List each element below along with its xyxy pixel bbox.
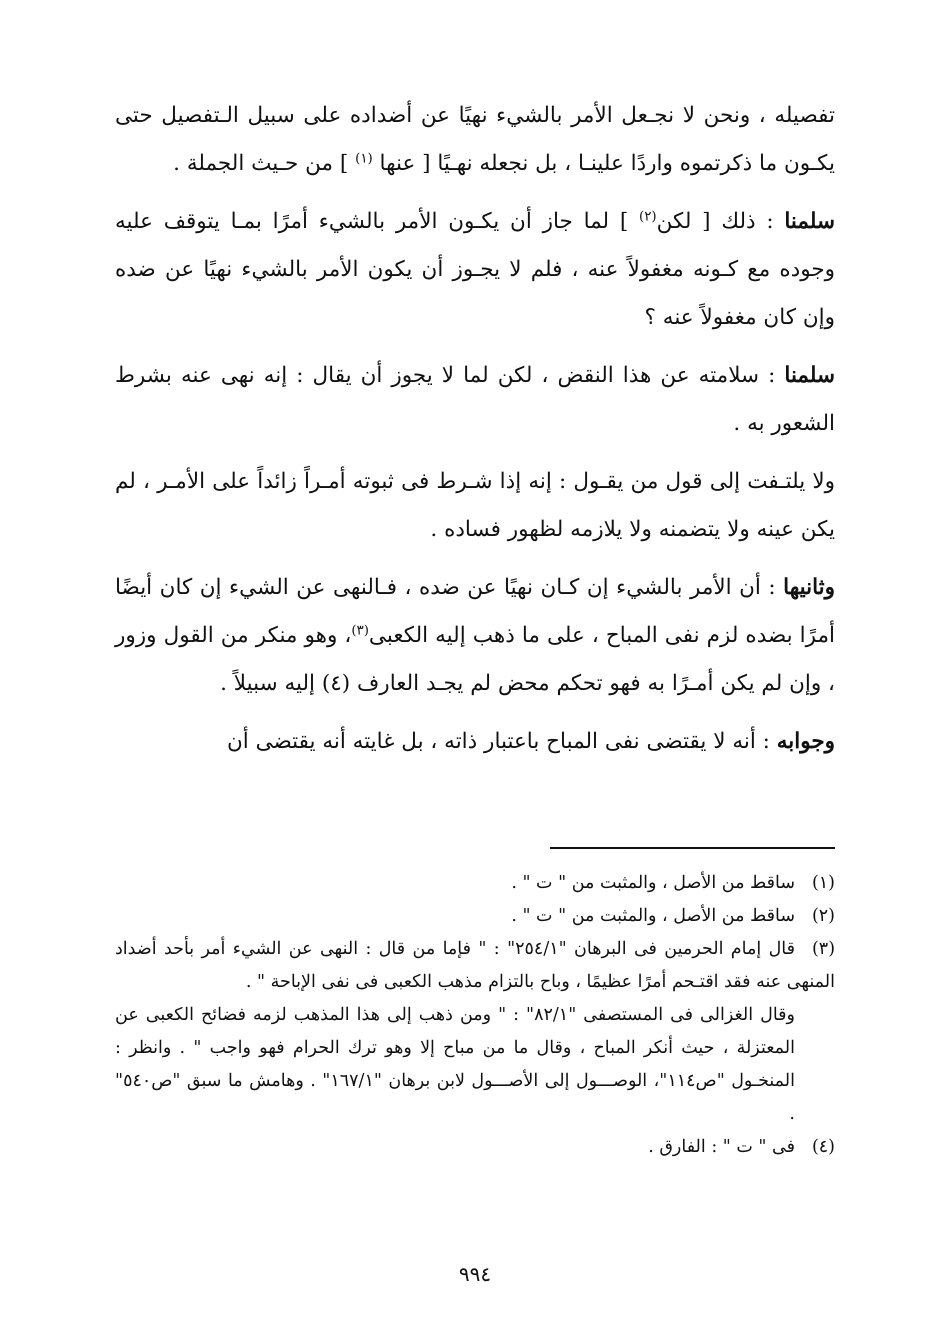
footnote-number: (١)	[811, 873, 835, 893]
footnote-number: (٣)	[811, 939, 836, 959]
footnote-4	[115, 1131, 835, 1164]
footnote-text: ساقط من الأصل ، والمثبت من " ت " .	[511, 906, 795, 926]
footnote-text: ساقط من الأصل ، والمثبت من " ت " .	[511, 873, 795, 893]
paragraph-6	[115, 718, 835, 766]
footnote-number: (٢)	[811, 906, 835, 926]
paragraph-lead: سلمنا	[784, 209, 835, 234]
paragraph-text-cont: ] من حـيث الجملة .	[173, 151, 356, 176]
paragraph-text: : سلامته عن هذا النقض ، لكن لما لا يجوز أن يقال : إنه نهى عنه بشرط الشعور به .	[115, 363, 835, 436]
paragraph-lead: وثانيها	[783, 575, 835, 600]
paragraph-lead: وجوابه	[776, 729, 835, 754]
footnote-3-continuation: وقال الغزالى فى المستصفى "٨٢/١" : " ومن ذهب إلى هذا المذهب لزمه فضائح الكعبى عن المعتزلة ، حيث أنكر المباح ، وقال ما من مباح إلا وهو ترك الحرام فهو واجب " . وانظر : المنخـول "ص١١٤"، الوصـــول إلى الأصـــول لابن برهان "١٦٧/١" . وهامش ما سبق "ص٥٤٠" .	[115, 1005, 795, 1124]
footnote-separator	[550, 847, 835, 849]
paragraph-text: : ذلك [ لكن	[656, 209, 785, 234]
footnote-1	[115, 867, 835, 900]
paragraph-2	[115, 198, 835, 342]
footnote-2	[115, 900, 835, 933]
paragraph-4	[115, 458, 835, 554]
footnote-ref: (٢)	[639, 209, 657, 225]
paragraph-lead: سلمنا	[784, 363, 835, 388]
footnote-ref: (١)	[355, 151, 373, 167]
document-page	[115, 92, 835, 1322]
paragraph-text-cont: ] لما جاز أن يكـون الأمر بالشيء أمرًا بمـا يتوقف عليه وجوده مع كـونه مغفولاً عنه ، فلم لا يجـوز أن يكون الأمر بالشيء نهيًا عن ضده وإن كان مغفولاً عنه ؟	[115, 209, 835, 330]
footnote-ref: (٣)	[351, 623, 369, 639]
footnote-text: فى " ت " : الفارق .	[648, 1137, 795, 1157]
paragraph-text-cont: ، وهو منكر من القول وزور ، وإن لم يكن أمـرًا به فهو تحكم محض لم يجـد العارف (٤) إليه سبيلاً .	[115, 623, 835, 696]
paragraph-3	[115, 352, 835, 448]
page-number: ٩٩٤	[458, 1262, 492, 1286]
paragraph-text: ولا يلتـفت إلى قول من يقـول : إنه إذا شـرط فى ثبوته أمـراً زائداً على الأمـر ، لم يكن عينه ولا يتضمنه ولا يلازمه لظهور فساده .	[115, 469, 835, 542]
paragraph-1	[115, 92, 835, 188]
paragraph-5	[115, 564, 835, 708]
footnote-text: قال إمام الحرمين فى البرهان "٢٥٤/١" : " فإما من قال : النهى عن الشيء أمر بأحد أضداد المنهى عنه فقد اقتـحم أمرًا عظيمًا ، وباح بالتزام مذهب الكعبى فى نفى الإباحة " .	[115, 939, 835, 992]
footnote-3	[115, 933, 835, 999]
paragraph-text: تفصيله ، ونحن لا نجـعل الأمر بالشيء نهيًا عن أضداده على سبيل الـتفصيل حتى يكـون ما ذكرتموه واردًا علينـا ، بل نجعله نهـيًا [ عنها	[115, 103, 835, 176]
footnotes	[115, 867, 835, 1164]
paragraph-text: : أنه لا يقتضى نفى المباح باعتبار ذاته ، بل غايته أنه يقتضى أن	[227, 729, 777, 754]
paragraph-text: : أن الأمر بالشيء إن كـان نهيًا عن ضده ، فـالنهى عن الشيء إن كان أيضًا أمرًا بضده لزم نفى المباح ، على ما ذهب إليه الكعبى	[115, 575, 835, 648]
footnote-number: (٤)	[811, 1137, 835, 1157]
